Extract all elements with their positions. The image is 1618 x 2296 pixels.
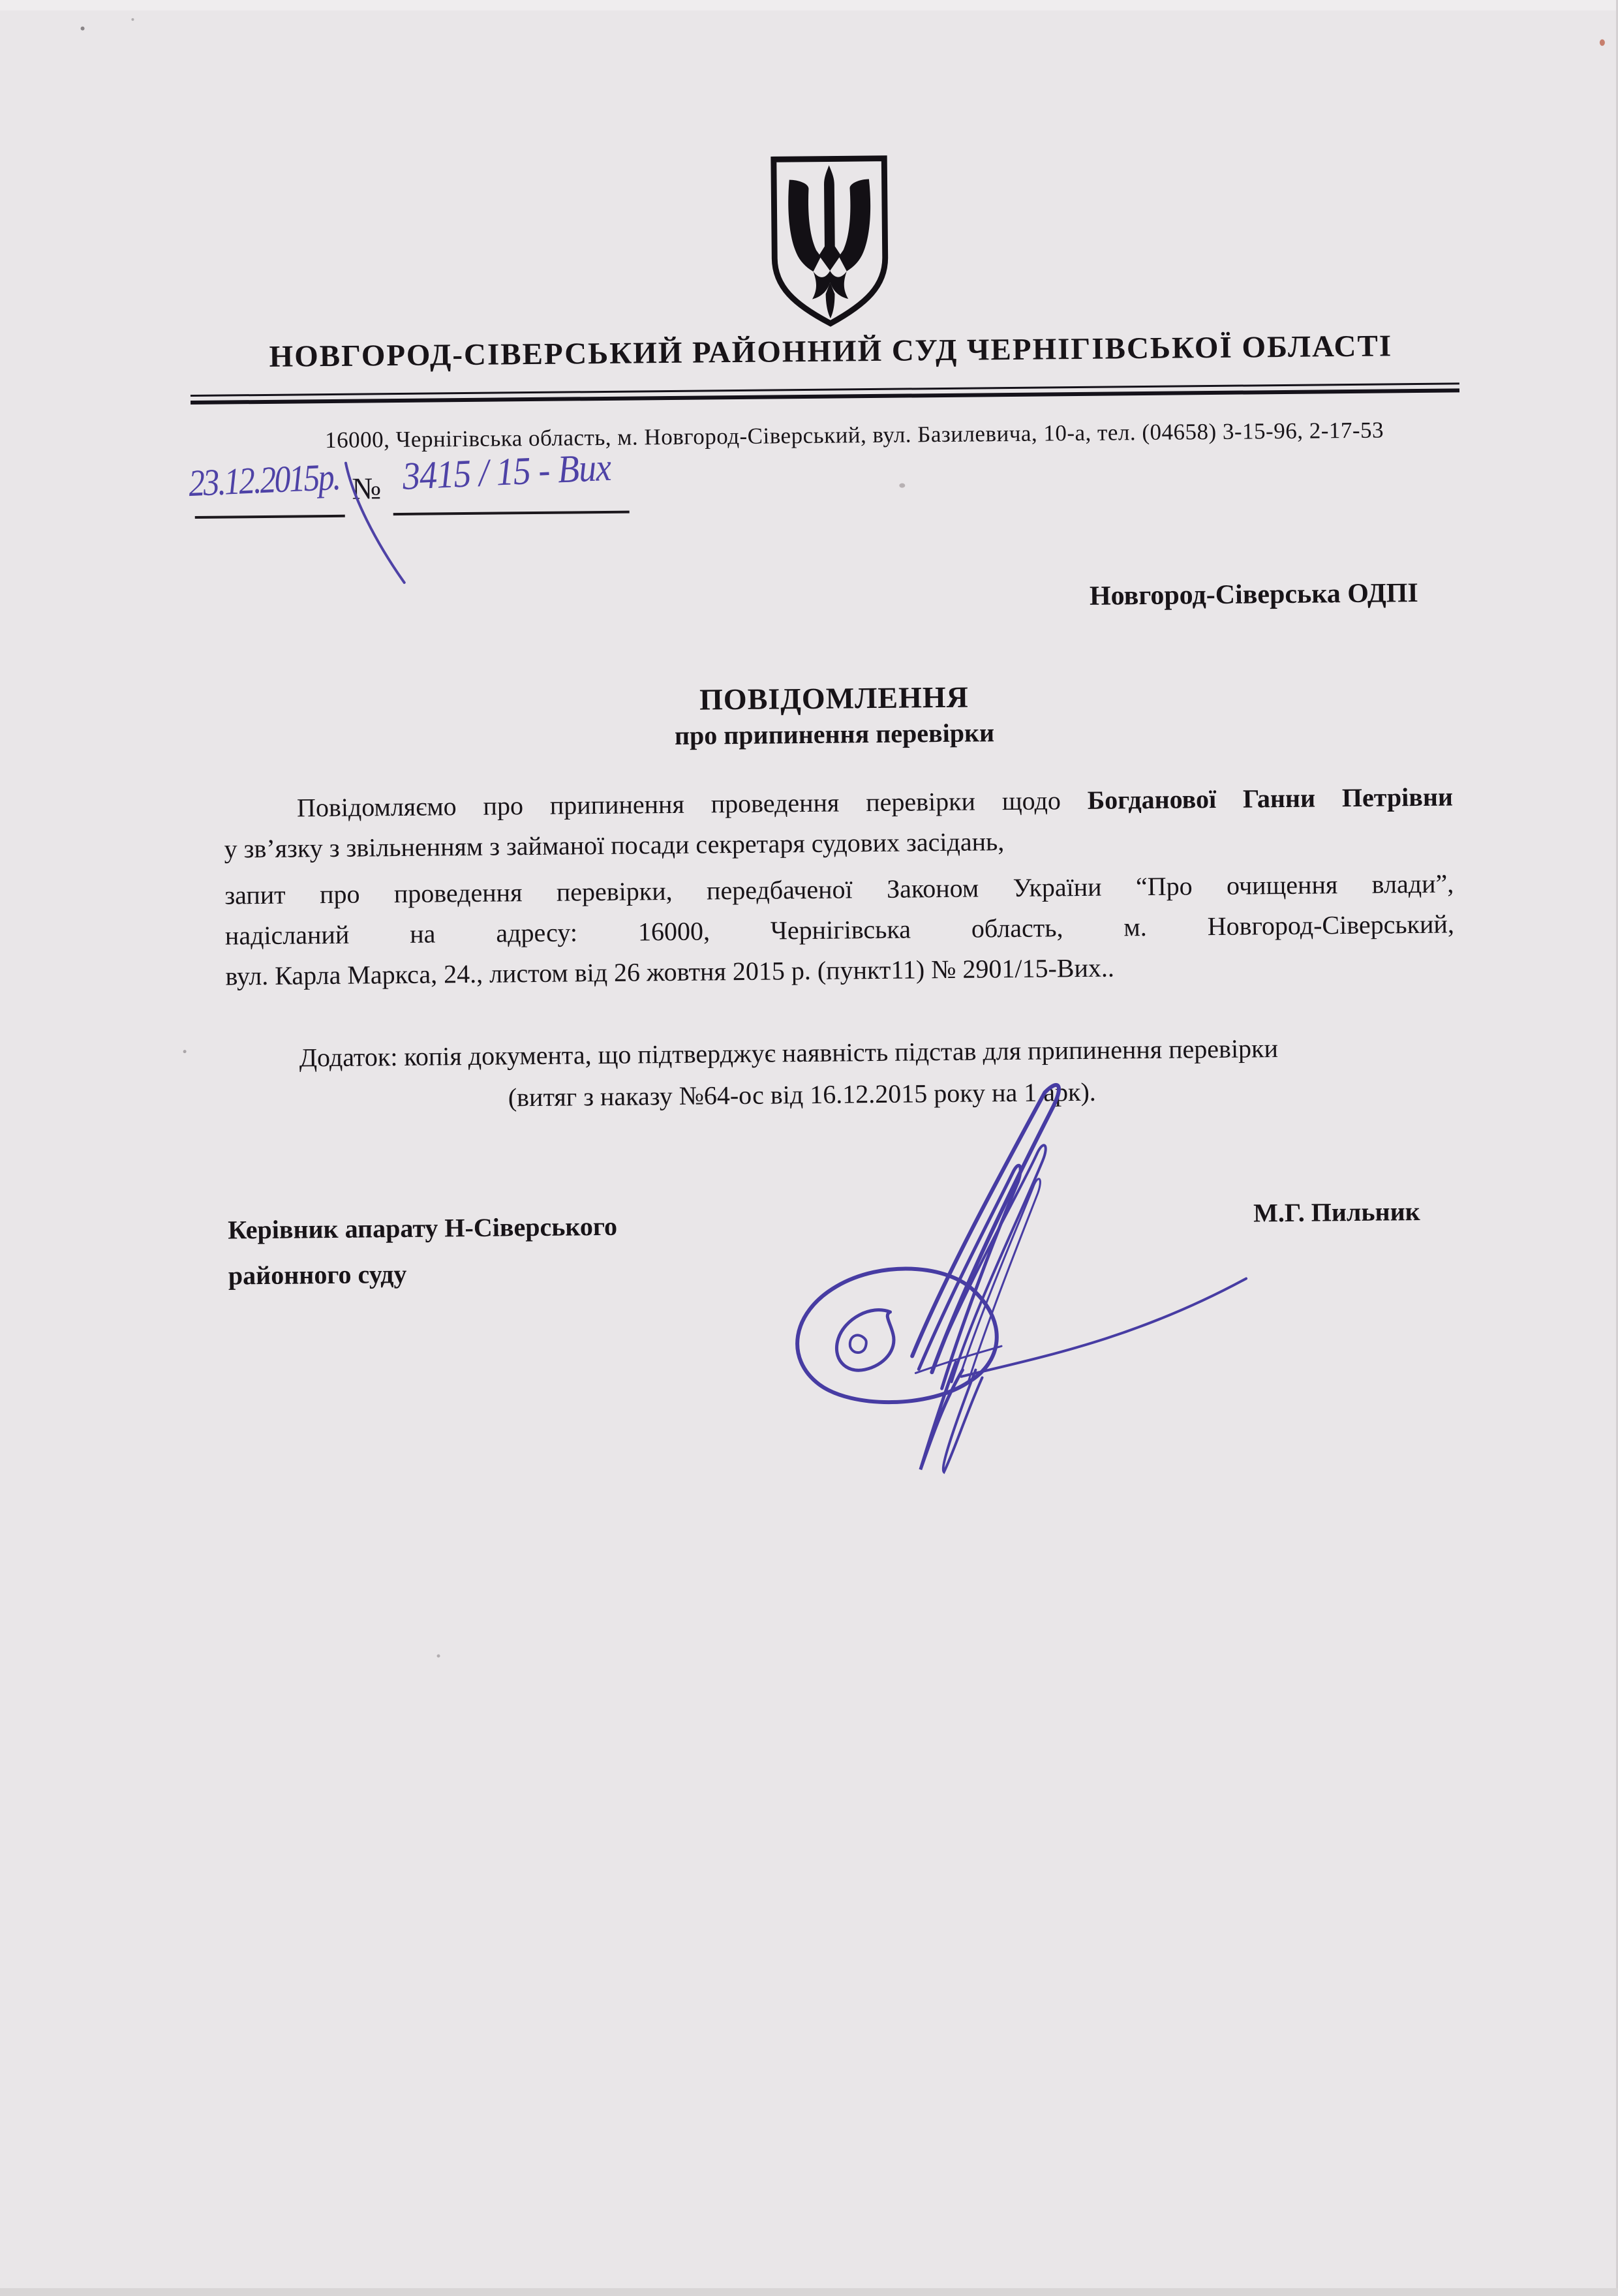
handwritten-date: 23.12.2015р. — [187, 455, 341, 505]
header-double-rule — [191, 382, 1459, 405]
pen-flourish-stroke — [320, 457, 438, 589]
ukraine-trident-emblem-icon — [763, 155, 896, 329]
attachment-line: (витяг з наказу №64-ос від 16.12.2015 року на 1 арк). — [508, 1077, 1096, 1112]
scan-speck — [183, 1050, 187, 1053]
paragraph-line: запит про проведення перевірки, передбаченої Законом України “Про очищення влади”, — [224, 868, 1454, 910]
scan-speck — [131, 18, 134, 21]
paragraph-line: надісланий на адресу: 16000, Чернігівська область, м. Новгород-Сіверський, — [224, 909, 1455, 951]
document-subtitle: про припинення перевірки — [674, 718, 995, 750]
paragraph-notification — [224, 777, 1454, 870]
handwritten-outgoing-number: 3415 / 15 - Вих — [401, 445, 612, 498]
person-name-bold: Богданової Ганни Петрівни — [1087, 782, 1454, 815]
handwritten-signature — [763, 1072, 1262, 1484]
paragraph-line: вул. Карла Маркса, 24., листом від 26 жовтня 2015 р. (пункт11) № 2901/15-Вих.. — [225, 953, 1115, 991]
document-title: ПОВІДОМЛЕННЯ — [699, 680, 969, 716]
paragraph-request-details — [224, 863, 1455, 996]
notification-text: Повідомляємо про припинення проведення перевірки щодо — [296, 785, 1088, 823]
signatory-position-line: районного суду — [228, 1259, 407, 1291]
scan-speck — [1600, 39, 1605, 46]
number-sign: № — [352, 472, 382, 506]
scan-speck — [899, 483, 905, 488]
signatory-name: М.Г. Пильник — [1253, 1197, 1420, 1228]
signatory-position-line: Керівник апарату Н-Сіверського — [228, 1211, 618, 1245]
scan-speck — [437, 1654, 440, 1657]
court-address-line: 16000, Чернігівська область, м. Новгород-Сіверський, вул. Базилевича, 10-а, тел. (04658) 3-15-96, 2-17-53 — [325, 417, 1384, 453]
recipient-line: Новгород-Сіверська ОДПІ — [1089, 577, 1418, 611]
paragraph-line: у зв’язку з звільненням з займаної посади секретаря судових засідань, — [224, 827, 1005, 864]
signatory-position — [228, 1204, 618, 1299]
attachment-line: Додаток: копія документа, що підтверджує наявність підстав для припинення перевірки — [299, 1033, 1279, 1073]
court-name-heading: НОВГОРОД-СІВЕРСЬКИЙ РАЙОННИЙ СУД ЧЕРНІГІВСЬКОЇ ОБЛАСТІ — [269, 329, 1393, 374]
scan-speck — [81, 27, 85, 31]
